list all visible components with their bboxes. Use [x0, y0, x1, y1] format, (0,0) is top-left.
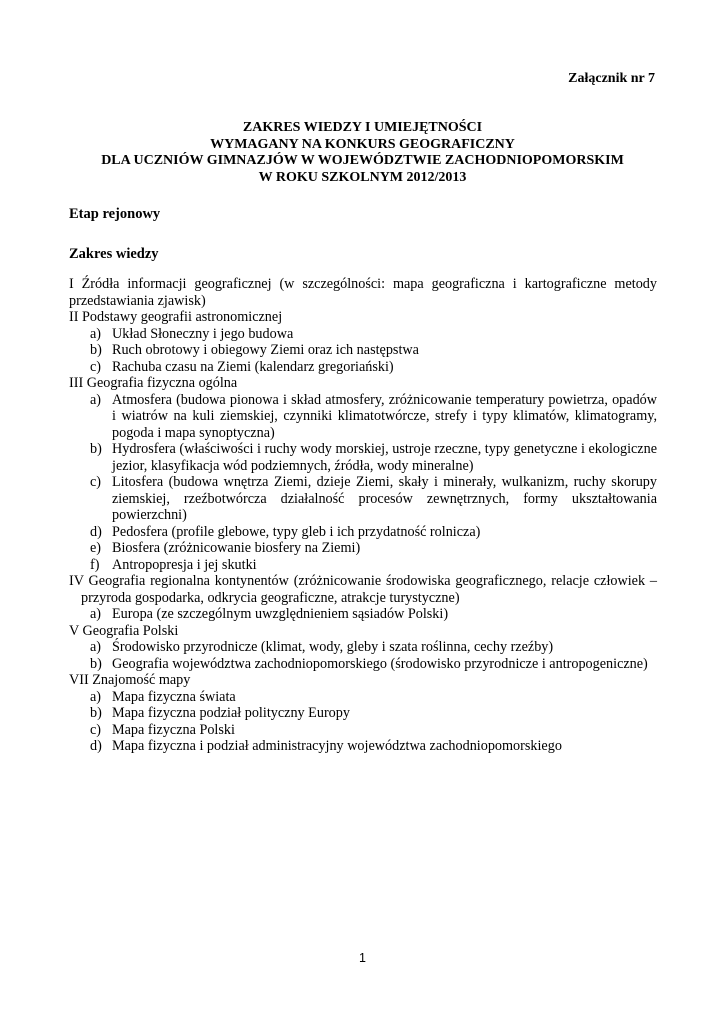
list-item — [69, 392, 657, 442]
list-item — [69, 441, 657, 474]
list-item — [69, 689, 657, 706]
item-text: Antropopresja i jej skutki — [112, 556, 257, 573]
item-text: Pedosfera (profile glebowe, typy gleb i ich przydatność rolnicza) — [112, 523, 481, 540]
title-line: W ROKU SZKOLNYM 2012/2013 — [258, 169, 467, 185]
section-vii-items — [69, 689, 657, 755]
item-text: Litosfera (budowa wnętrza Ziemi, dzieje Ziemi, skały i minerały, wulkanizm, ruchy skorupy ziemskiej, rzeźbotwórcza działalność procesów zewnętrznych, formy ukształtowania powierzchni) — [112, 474, 657, 523]
scope-heading: Zakres wiedzy — [69, 246, 159, 262]
item-marker: b) — [90, 441, 102, 457]
list-item — [69, 342, 657, 359]
item-marker: c) — [90, 358, 102, 375]
document-title — [60, 120, 665, 186]
item-marker: f) — [90, 556, 100, 573]
item-text: Układ Słoneczny i jego budowa — [112, 325, 294, 342]
annex-label: Załącznik nr 7 — [568, 71, 655, 86]
section-ii-items — [69, 326, 657, 376]
item-marker: a) — [90, 606, 102, 622]
list-item — [69, 326, 657, 343]
item-text: Rachuba czasu na Ziemi (kalendarz gregoriański) — [112, 358, 394, 375]
item-text: Mapa fizyczna Polski — [112, 721, 235, 738]
stage-heading: Etap rejonowy — [69, 206, 161, 222]
list-item — [69, 705, 657, 722]
item-text: Hydrosfera (właściwości i ruchy wody morskiej, ustroje rzeczne, typy genetyczne i ekologiczne jezior, klasyfikacja wód podziemnych, źródła, wody mineralne) — [112, 441, 657, 474]
item-marker: e) — [90, 540, 102, 556]
list-item — [69, 474, 657, 524]
item-marker: c) — [90, 721, 102, 738]
section-heading-ii: II Podstawy geografii astronomicznej — [69, 309, 283, 325]
section-heading-i: I Źródła informacji geograficznej (w szczególności: mapa geograficzna i kartograficzne metody przedstawiania zjawisk) — [69, 276, 657, 309]
section-heading-v: V Geografia Polski — [69, 622, 179, 639]
item-marker: a) — [90, 639, 102, 655]
section-heading-iii: III Geografia fizyczna ogólna — [69, 375, 238, 391]
item-marker: b) — [90, 342, 102, 358]
section-v-items — [69, 639, 657, 672]
list-item — [69, 540, 657, 557]
item-marker: b) — [90, 705, 102, 721]
list-item — [69, 524, 657, 541]
item-text: Mapa fizyczna podział polityczny Europy — [112, 705, 350, 721]
item-text: Europa (ze szczególnym uwzględnieniem sąsiadów Polski) — [112, 606, 449, 622]
title-line: WYMAGANY NA KONKURS GEOGRAFICZNY — [210, 136, 515, 152]
item-marker: a) — [90, 325, 102, 342]
list-item — [69, 738, 657, 755]
title-line: ZAKRES WIEDZY I UMIEJĘTNOŚCI — [242, 120, 483, 135]
item-marker: d) — [90, 738, 102, 754]
item-text: Mapa fizyczna świata — [112, 688, 236, 705]
item-marker: a) — [90, 391, 102, 408]
title-line: DLA UCZNIÓW GIMNAZJÓW W WOJEWÓDZTWIE ZACHODNIOPOMORSKIM — [101, 153, 624, 168]
item-marker: b) — [90, 655, 102, 672]
list-item — [69, 557, 657, 574]
item-text: Geografia województwa zachodniopomorskiego (środowisko przyrodnicze i antropogeniczne) — [112, 655, 648, 672]
list-item — [69, 639, 657, 656]
item-marker: d) — [90, 523, 102, 540]
item-marker: c) — [90, 474, 102, 490]
item-text: Atmosfera (budowa pionowa i skład atmosfery, zróżnicowanie temperatury powietrza, opadów i wiatrów na kuli ziemskiej, czynniki klimatotwórcze, strefy i typy klimatów, klimatogramy, pogoda i mapa synoptyczna) — [112, 391, 657, 441]
section-iv-items — [69, 606, 657, 623]
item-text: Mapa fizyczna i podział administracyjny województwa zachodniopomorskiego — [112, 738, 562, 754]
section-heading-vii: VII Znajomość mapy — [69, 672, 191, 688]
list-item — [69, 606, 657, 623]
list-item — [69, 656, 657, 673]
page-number: 1 — [359, 951, 366, 965]
knowledge-scope-list — [69, 276, 657, 755]
list-item — [69, 359, 657, 376]
list-item — [69, 722, 657, 739]
section-heading-iv: IV Geografia regionalna kontynentów (zróżnicowanie środowiska geograficznego, relacje człowiek – przyroda gospodarka, odkrycia geograficzne, atrakcje turystyczne) — [69, 573, 657, 606]
item-marker: a) — [90, 688, 102, 705]
item-text: Środowisko przyrodnicze (klimat, wody, gleby i szata roślinna, cechy rzeźby) — [112, 639, 554, 655]
section-iii-items — [69, 392, 657, 574]
item-text: Biosfera (zróżnicowanie biosfery na Ziemi) — [112, 540, 361, 556]
item-text: Ruch obrotowy i obiegowy Ziemi oraz ich następstwa — [112, 342, 419, 358]
